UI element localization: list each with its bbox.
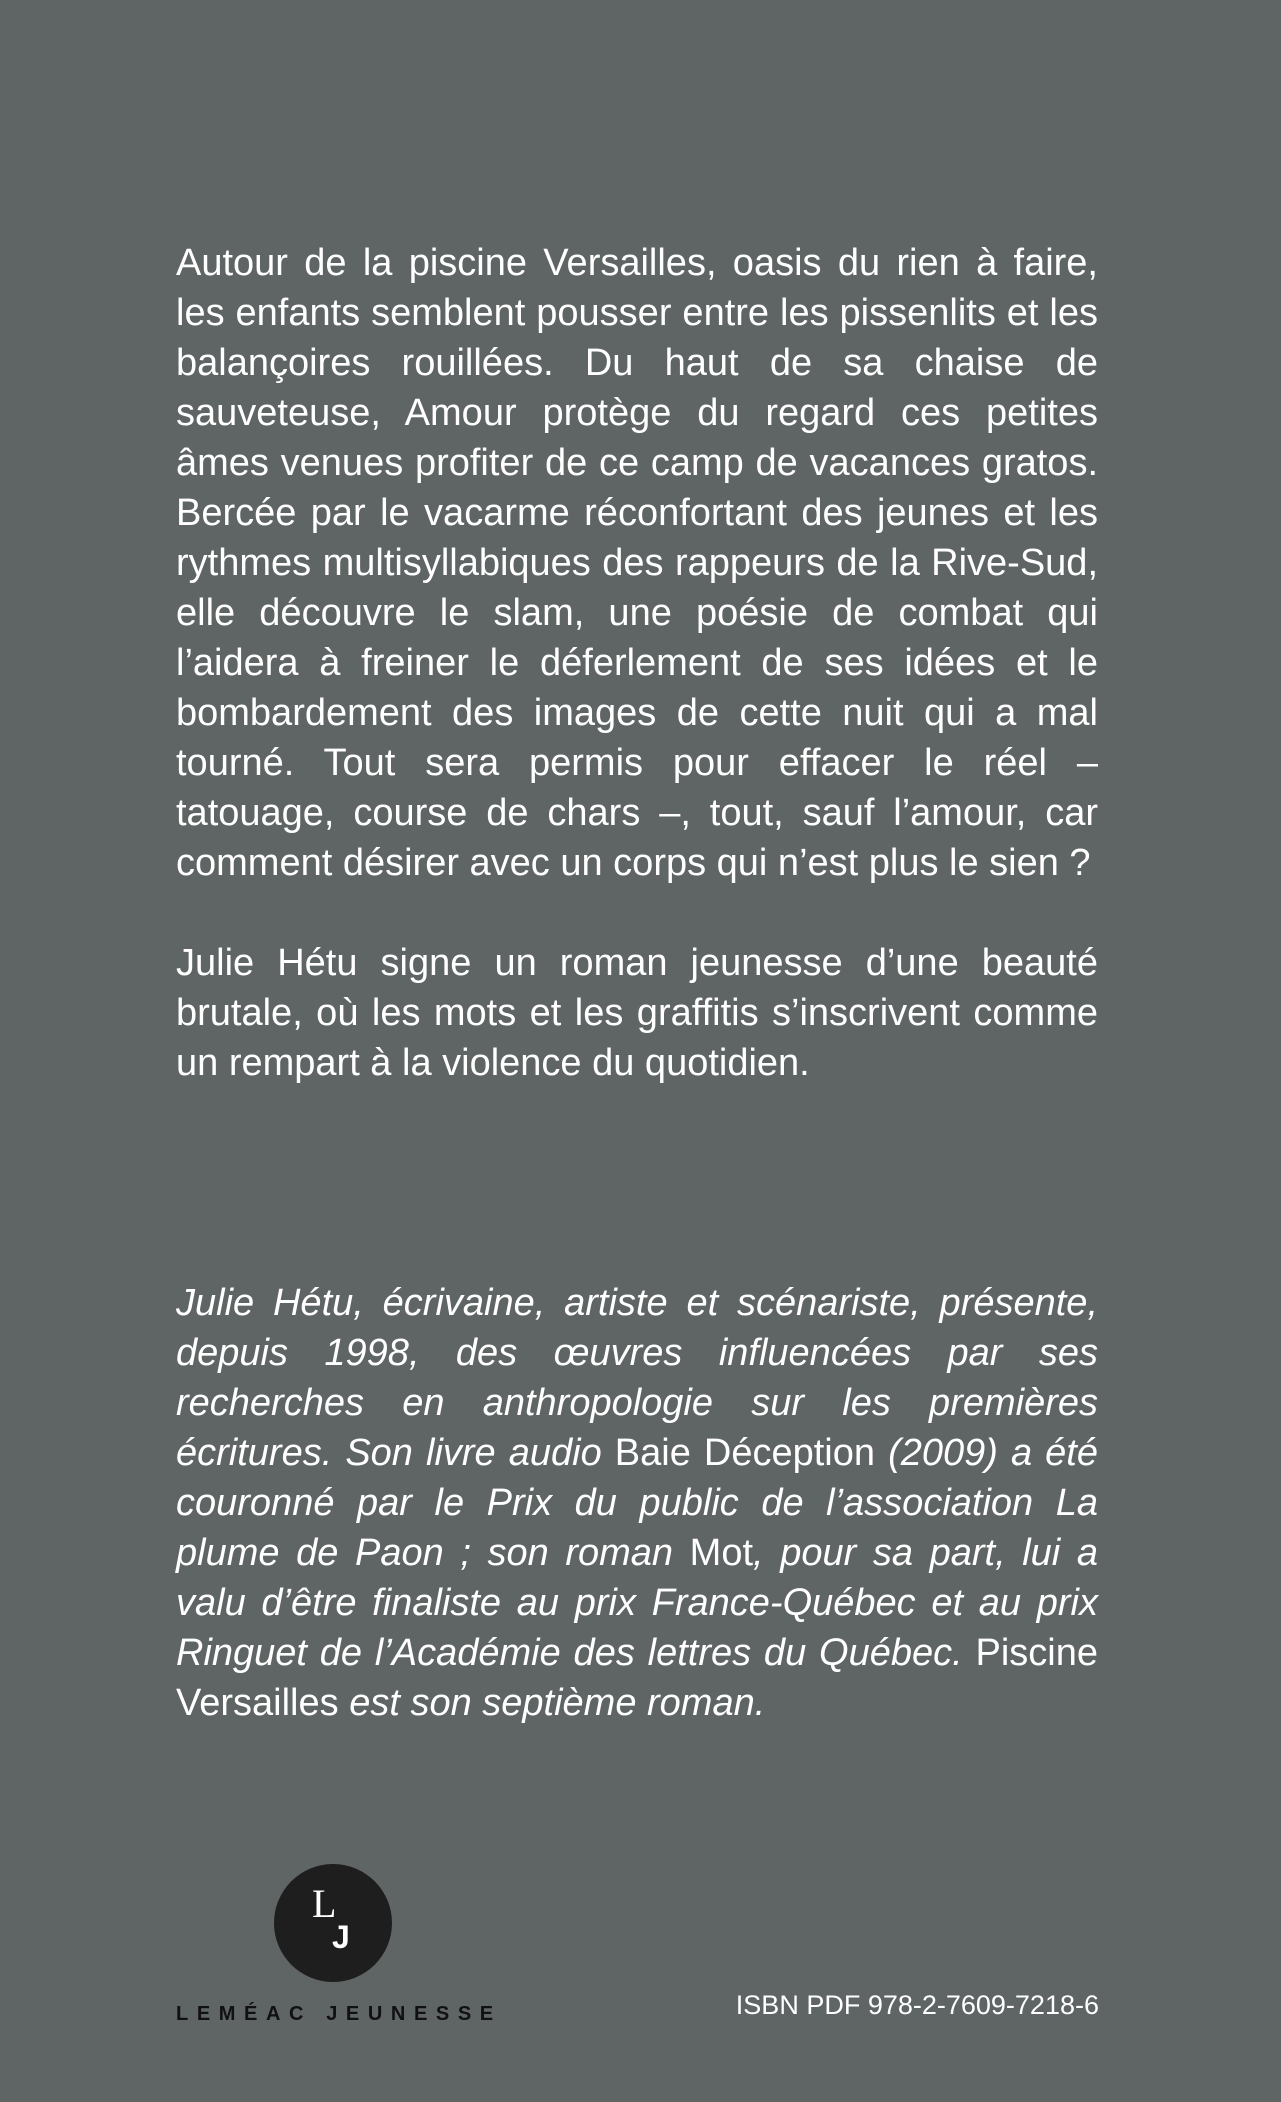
isbn-number: ISBN PDF 978-2-7609-7218-6	[735, 1990, 1099, 2020]
author-bio	[176, 1278, 1098, 1728]
bio-title-1: Baie Déception	[614, 1432, 876, 1474]
bio-part-4: est son septième roman.	[338, 1682, 766, 1724]
publisher-logo	[274, 1864, 392, 1982]
author-bio-text	[176, 1278, 1098, 1728]
bio-part-2: (2009) a été couronné par le Prix du public de l’association La plume de Paon ; son roman	[176, 1432, 1098, 1574]
blurb-paragraph-1: Autour de la piscine Versailles, oasis du rien à faire, les enfants semblent pousser entre les pissenlits et les balançoires rouillées. Du haut de sa chaise de sauveteuse, Amour protège du regard ces petites âmes venues profiter de ce camp de vacances gratos. Bercée par le vacarme réconfortant des jeunes et les rythmes multisyllabiques des rappeurs de la Rive-Sud, elle découvre le slam, une poésie de combat qui l’aidera à freiner le déferlement de ses idées et le bombardement des images de cette nuit qui a mal tourné. Tout sera permis pour effacer le réel – tatouage, course de chars –, tout, sauf l’amour, car comment désirer avec un corps qui n’est plus le sien ?	[176, 242, 1098, 884]
blurb-paragraph-2: Julie Hétu signe un roman jeunesse d’une beauté brutale, où les mots et les graffitis s’inscrivent comme un rempart à la violence du quotidien.	[176, 942, 1098, 1084]
logo-letter-j: J	[332, 1919, 350, 1955]
bio-title-2: Mot	[689, 1532, 754, 1574]
bio-part-1: Julie Hétu, écrivaine, artiste et scénariste, présente, depuis 1998, des œuvres influencées par ses recherches en anthropologie sur les premières écritures. Son livre audio	[176, 1282, 1098, 1474]
bio-title-3: Piscine Versailles	[176, 1632, 1098, 1724]
book-blurb	[176, 238, 1098, 1138]
publisher-name: LEMÉAC JEUNESSE	[176, 2003, 502, 2025]
bio-part-3: , pour sa part, lui a valu d’être finaliste au prix France-Québec et au prix Ringuet de l’Académie des lettres du Québec.	[176, 1532, 1098, 1674]
logo-letter-l: L	[312, 1881, 337, 1926]
